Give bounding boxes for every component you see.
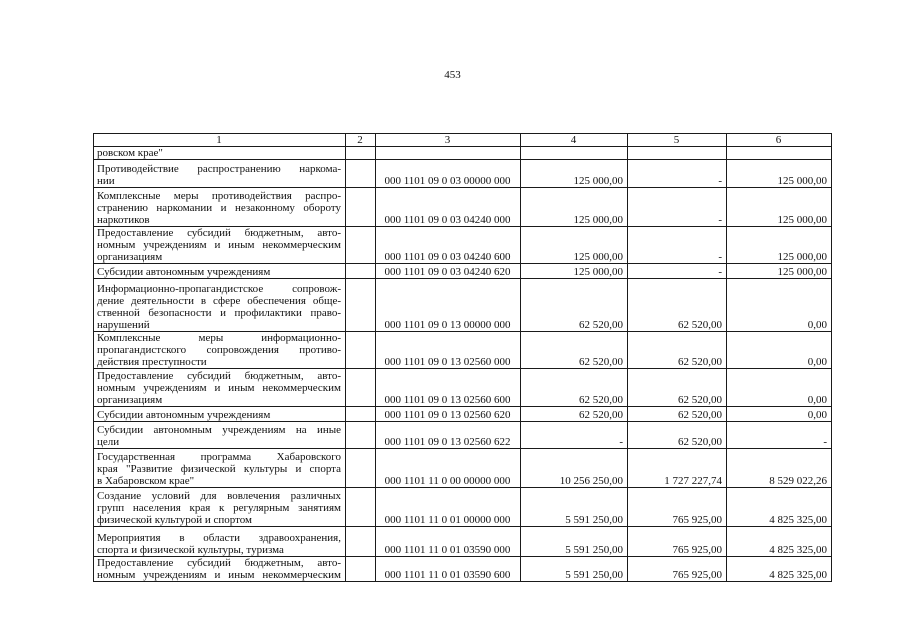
row-code: 000 1101 09 0 03 04240 000 [376,188,521,227]
row-name-line: Создание условий для вовлечения различных [97,490,341,502]
row-col2-cell [346,188,376,227]
row-name [94,449,346,488]
column-header-4: 4 [521,134,628,147]
row-col2-cell [346,488,376,527]
row-name-line: странению наркомании и незаконному обороту [97,202,341,214]
row-name-line: наркотиков [97,214,150,226]
table-row [94,422,832,449]
table-row [94,449,832,488]
row-name-line: спорта и физической культуры, туризма [97,544,284,556]
row-name-line: Мероприятия в области здравоохранения, [97,532,341,544]
row-name-line: организациям [97,251,163,263]
table-row [94,369,832,407]
row-name-line: Государственная программа Хабаровского [97,451,341,463]
row-value-col4: 62 520,00 [521,407,628,422]
budget-table [93,133,832,582]
row-name-line: номным учреждениям и иным некоммерческим [97,382,341,394]
row-value-col6: 0,00 [727,332,832,369]
row-value-col5: 765 925,00 [628,488,727,527]
row-code: 000 1101 11 0 01 00000 000 [376,488,521,527]
row-value-col5: 765 925,00 [628,557,727,582]
row-code: 000 1101 09 0 03 04240 600 [376,227,521,264]
row-name-line: Комплексные меры противодействия распро- [97,190,341,202]
row-value-col4: 125 000,00 [521,188,628,227]
row-value-col4: 62 520,00 [521,279,628,332]
row-col2-cell [346,449,376,488]
row-value-col5: 1 727 227,74 [628,449,727,488]
column-header-5: 5 [628,134,727,147]
row-name [94,407,346,422]
row-value-col6: 4 825 325,00 [727,557,832,582]
column-header-3: 3 [376,134,521,147]
row-col2-cell [346,527,376,557]
row-value-col6: 0,00 [727,369,832,407]
row-value-col6: 8 529 022,26 [727,449,832,488]
row-name-line: в Хабаровском крае" [97,475,195,487]
row-name-line: Противодействие распространению наркома- [97,163,341,175]
row-value-col5: - [628,264,727,279]
column-header-6: 6 [727,134,832,147]
row-value-col5 [628,147,727,160]
row-value-col5: - [628,160,727,188]
page-number: 453 [444,69,461,81]
row-name [94,264,346,279]
row-name [94,332,346,369]
table-row [94,557,832,582]
row-value-col4: 5 591 250,00 [521,557,628,582]
row-name-line: номным учреждениям и иным некоммерческим [97,239,341,251]
row-value-col6: 125 000,00 [727,188,832,227]
row-name-line: дение деятельности в сфере обеспечения обще- [97,295,341,307]
table-row [94,227,832,264]
row-name-line: ственной безопасности и профилактики право- [97,307,341,319]
row-name [94,488,346,527]
table-row [94,332,832,369]
row-code: 000 1101 11 0 00 00000 000 [376,449,521,488]
row-name [94,557,346,582]
row-value-col4: 125 000,00 [521,160,628,188]
row-name-line: Субсидии автономным учреждениям на иные [97,424,341,436]
table-row [94,264,832,279]
row-name [94,369,346,407]
row-value-col4: 125 000,00 [521,264,628,279]
row-name-line: Предоставление субсидий бюджетным, авто- [97,227,341,239]
row-name [94,160,346,188]
row-name [94,279,346,332]
row-value-col6: 0,00 [727,407,832,422]
row-code: 000 1101 09 0 13 02560 600 [376,369,521,407]
table-row [94,279,832,332]
row-value-col6: 125 000,00 [727,160,832,188]
row-code: 000 1101 09 0 13 02560 622 [376,422,521,449]
row-col2-cell [346,264,376,279]
row-name [94,188,346,227]
row-value-col5: 62 520,00 [628,279,727,332]
row-name [94,227,346,264]
table-row [94,160,832,188]
row-name-line: групп населения края к регулярным занятиям [97,502,341,514]
row-value-col6: - [727,422,832,449]
row-name-line: Субсидии автономным учреждениям [97,409,271,421]
row-name [94,527,346,557]
row-col2-cell [346,332,376,369]
row-name-line: края "Развитие физической культуры и спорта [97,463,341,475]
row-code: 000 1101 09 0 13 00000 000 [376,279,521,332]
row-name-line: ровском крае" [97,147,163,159]
row-code: 000 1101 09 0 03 00000 000 [376,160,521,188]
row-col2-cell [346,147,376,160]
row-name [94,147,346,160]
table-row [94,407,832,422]
row-value-col4: 62 520,00 [521,332,628,369]
row-value-col5: - [628,227,727,264]
row-col2-cell [346,422,376,449]
row-value-col5: - [628,188,727,227]
row-name-line: Субсидии автономным учреждениям [97,266,271,278]
row-value-col4: 125 000,00 [521,227,628,264]
row-name-line: Предоставление субсидий бюджетным, авто- [97,370,341,382]
row-code [376,147,521,160]
row-code: 000 1101 09 0 13 02560 620 [376,407,521,422]
row-name-line: организациям [97,394,163,406]
row-name-line: пропагандистского сопровождения противо- [97,344,341,356]
row-name-line: физической культурой и спортом [97,514,253,526]
row-col2-cell [346,407,376,422]
row-name [94,422,346,449]
row-name-line: нарушений [97,319,150,331]
row-code: 000 1101 09 0 13 02560 000 [376,332,521,369]
row-name-line: цели [97,436,120,448]
row-value-col6: 125 000,00 [727,227,832,264]
row-value-col5: 62 520,00 [628,369,727,407]
row-name-line: Комплексные меры информационно- [97,332,341,344]
row-value-col4: 62 520,00 [521,369,628,407]
row-value-col5: 62 520,00 [628,407,727,422]
row-value-col4: 10 256 250,00 [521,449,628,488]
table-row [94,147,832,160]
row-value-col6: 4 825 325,00 [727,527,832,557]
row-value-col4: 5 591 250,00 [521,527,628,557]
row-value-col5: 62 520,00 [628,422,727,449]
row-col2-cell [346,369,376,407]
row-value-col6: 4 825 325,00 [727,488,832,527]
row-code: 000 1101 11 0 01 03590 600 [376,557,521,582]
row-col2-cell [346,160,376,188]
row-value-col6: 0,00 [727,279,832,332]
column-header-2: 2 [346,134,376,147]
table-row [94,188,832,227]
row-value-col5: 62 520,00 [628,332,727,369]
column-header-1: 1 [94,134,346,147]
table-header-row [94,134,832,147]
row-name-line: нии [97,175,115,187]
row-code: 000 1101 11 0 01 03590 000 [376,527,521,557]
table-row [94,527,832,557]
row-name-line: действия преступности [97,356,207,368]
row-name-line: Предоставление субсидий бюджетным, авто- [97,557,341,569]
row-name-line: Информационно-пропагандистское сопровож- [97,283,341,295]
row-value-col5: 765 925,00 [628,527,727,557]
row-col2-cell [346,227,376,264]
row-value-col6 [727,147,832,160]
row-code: 000 1101 09 0 03 04240 620 [376,264,521,279]
row-value-col4 [521,147,628,160]
row-value-col6: 125 000,00 [727,264,832,279]
table-row [94,488,832,527]
row-value-col4: 5 591 250,00 [521,488,628,527]
row-col2-cell [346,557,376,582]
row-value-col4: - [521,422,628,449]
row-col2-cell [346,279,376,332]
row-name-line: номным учреждениям и иным некоммерческим [97,569,341,581]
